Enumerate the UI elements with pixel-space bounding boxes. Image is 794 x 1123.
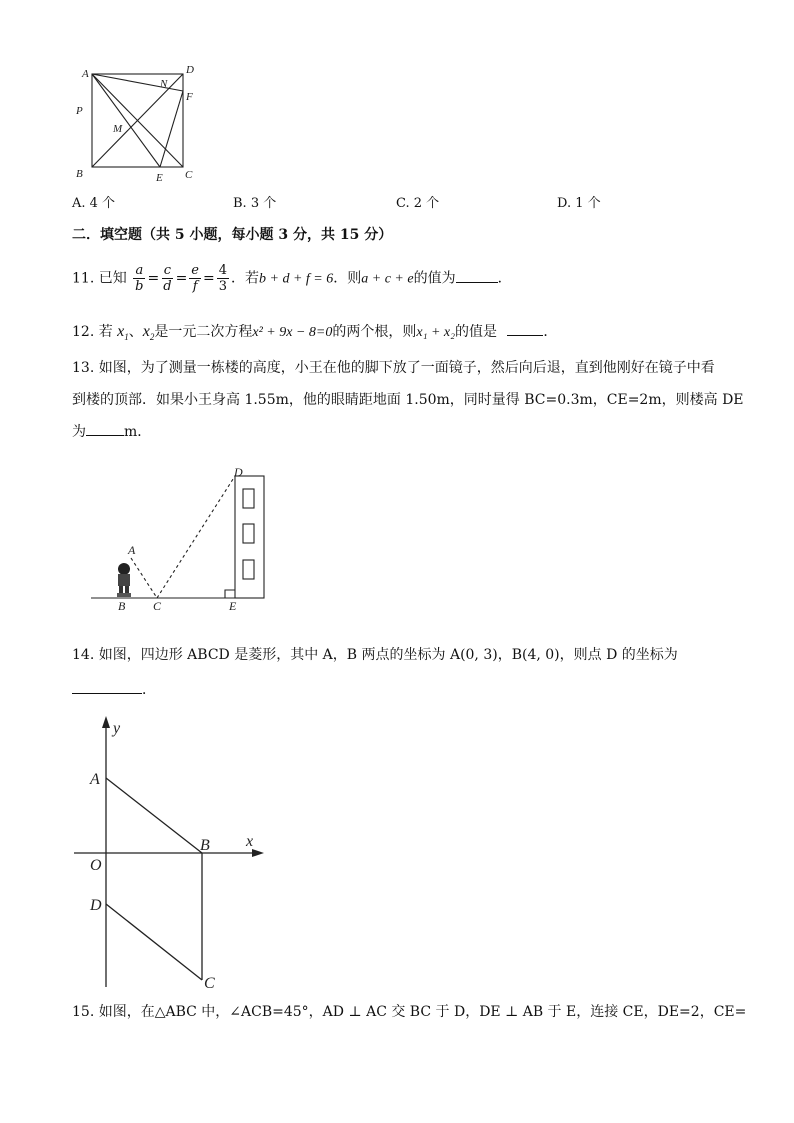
label-y: y xyxy=(113,720,121,737)
q12-answer-blank[interactable] xyxy=(507,335,543,336)
light-ray-ac xyxy=(131,558,157,598)
label-a: A xyxy=(82,68,89,80)
label-a: A xyxy=(128,543,136,557)
right-angle-mark xyxy=(225,590,235,598)
y-axis-arrow xyxy=(102,716,110,728)
fraction-e-f: $\frac{e}{f}$ xyxy=(191,263,199,294)
label-f: F xyxy=(186,91,193,103)
q12-x2: $x_2$ xyxy=(142,323,155,343)
segment-ae xyxy=(92,74,160,167)
q12-sum: x₁ + x₂ xyxy=(416,325,455,340)
question-13-line-1: 13. 如图，为了测量一栋楼的高度，小王在他的脚下放了一面镜子，然后向后退，直到他刚好在镜子中看 xyxy=(72,360,715,376)
question-13-line-3: 为 m． xyxy=(72,424,152,440)
q12-number: 12. 若 xyxy=(72,324,113,340)
figure-q14 xyxy=(70,712,270,992)
label-x: x xyxy=(246,833,254,850)
q11-answer-blank[interactable] xyxy=(456,282,498,283)
window-1 xyxy=(243,489,254,508)
fraction-4-3: $\frac{4}{3}$ xyxy=(218,263,228,294)
side-cd xyxy=(106,904,202,980)
q11-expr1: b + d + f = 6 xyxy=(259,271,334,287)
q11-expr2: a + c + e xyxy=(361,271,414,287)
label-c: C xyxy=(185,169,193,181)
label-e: E xyxy=(229,599,237,613)
label-d: D xyxy=(186,64,194,76)
label-m: M xyxy=(113,123,123,135)
label-d: D xyxy=(234,465,243,479)
question-12: 12. 若 $x_1$、$x_2$是一元二次方程x² + 9x − 8=0的两个根，则x₁ + x₂的值是 ． xyxy=(72,323,558,343)
option-c: C. 2 个 xyxy=(396,196,440,211)
light-ray-cd xyxy=(157,476,235,598)
q11-tail: 的值为 xyxy=(413,270,456,287)
figure-q13 xyxy=(88,462,278,614)
section-title: 二．填空题（共 5 小题，每小题 3 分，共 15 分） xyxy=(72,227,393,243)
label-o: O xyxy=(90,857,102,874)
question-14-line-2: ． xyxy=(72,679,156,701)
option-a: A. 4 个 xyxy=(72,196,116,211)
label-p: P xyxy=(76,105,83,117)
question-11: 11. 已知 $\frac{a}{b}$ = $\frac{c}{d}$ = $\frac{e}{f}$ = $\frac{4}{3}$ ．若b + d + f = 6．则a + c + e的值为 ． xyxy=(72,263,512,294)
fraction-c-d: $\frac{c}{d}$ xyxy=(163,263,172,294)
label-a: A xyxy=(90,771,100,788)
x-axis-arrow xyxy=(252,849,264,857)
label-b: B xyxy=(200,837,210,854)
option-b: B. 3 个 xyxy=(233,196,277,211)
q12-x1: $x_1$ xyxy=(117,323,129,343)
q14-answer-blank[interactable] xyxy=(72,693,142,694)
q12-equation: x² + 9x − 8=0 xyxy=(252,325,333,340)
label-e: E xyxy=(156,172,163,184)
label-b: B xyxy=(76,168,83,180)
q11-mid: ．则 xyxy=(333,270,362,287)
building xyxy=(235,476,264,598)
question-15-line-1: 15. 如图，在△ABC 中，∠ACB=45°，AD ⊥ AC 交 BC 于 D，DE ⊥ AB 于 E，连接 CE，DE=2，CE= xyxy=(72,1004,747,1020)
side-ab xyxy=(106,778,202,853)
question-14-line-1: 14. 如图，四边形 ABCD 是菱形，其中 A，B 两点的坐标为 A(0, 3)，B(4, 0)，则点 D 的坐标为 xyxy=(72,647,678,663)
q13-answer-blank[interactable] xyxy=(86,435,124,436)
option-d: D. 1 个 xyxy=(557,196,601,211)
window-2 xyxy=(243,524,254,543)
q11-number: 11. 已知 xyxy=(72,270,127,287)
q11-cond: ．若 xyxy=(231,270,260,287)
question-13-line-2: 到楼的顶部．如果小王身高 1.55m，他的眼睛距地面 1.50m，同时量得 BC=0.3m，CE=2m，则楼高 DE xyxy=(72,392,744,408)
label-n: N xyxy=(160,78,168,90)
figure-q10 xyxy=(70,60,210,185)
person-figure xyxy=(117,563,131,597)
fraction-a-b: $\frac{a}{b}$ xyxy=(135,263,144,294)
label-b: B xyxy=(118,599,126,613)
label-d: D xyxy=(90,897,102,914)
window-3 xyxy=(243,560,254,579)
label-c: C xyxy=(153,599,162,613)
label-c: C xyxy=(204,975,215,992)
